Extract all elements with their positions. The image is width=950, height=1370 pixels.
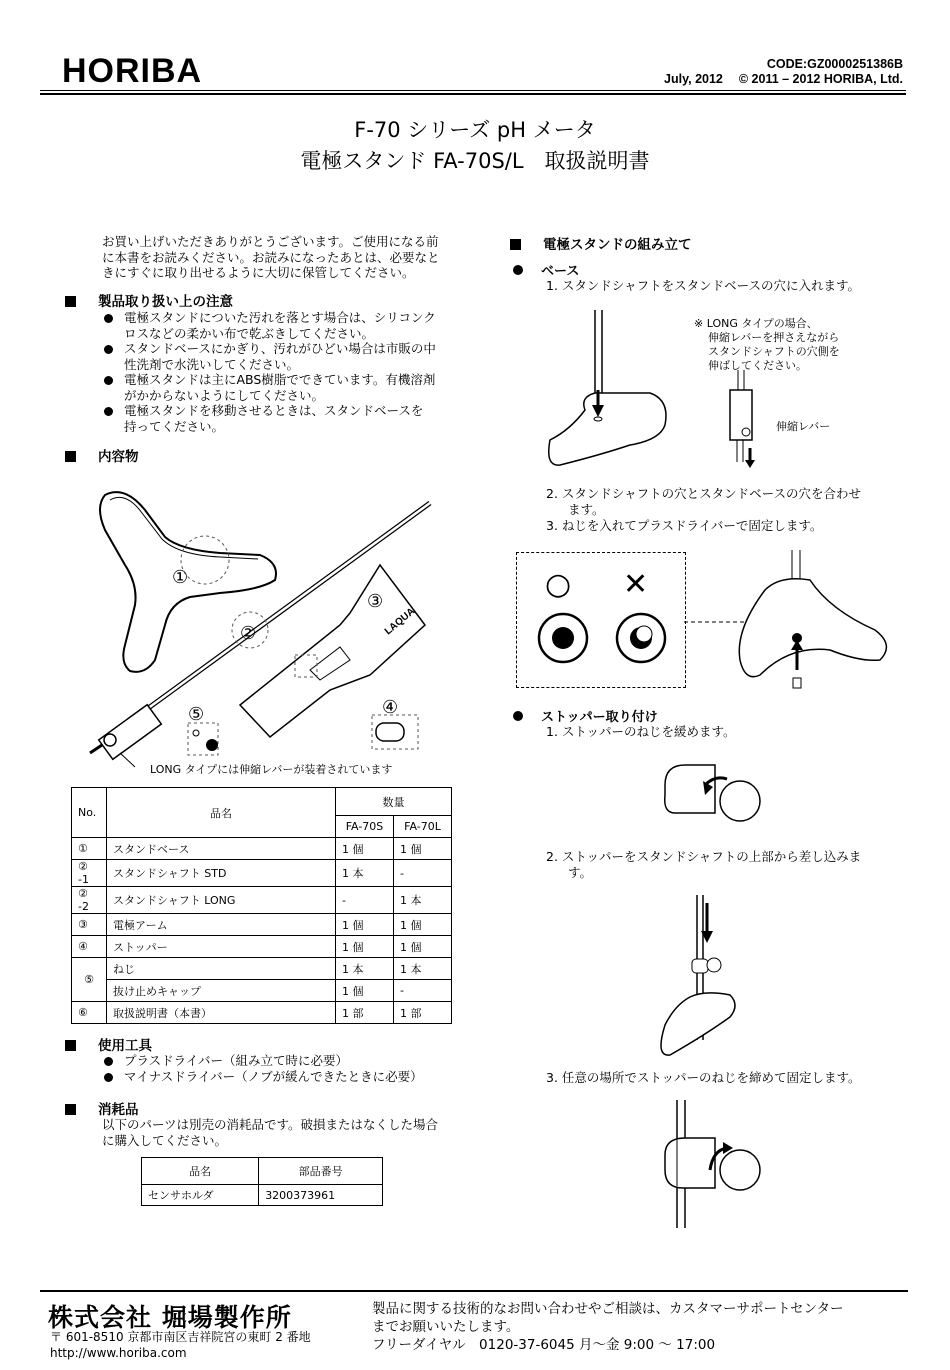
table-row: ② -2 スタンドシャフト LONG - 1 本 bbox=[72, 887, 452, 914]
base-insert-figure bbox=[540, 305, 690, 475]
stopper-tighten-figure bbox=[655, 1100, 775, 1230]
label-1: ① bbox=[172, 567, 189, 588]
list-item: 電極スタンドを移動させるときは、スタンドベースを 持ってください。 bbox=[102, 403, 477, 434]
stopper-loosen-figure bbox=[655, 755, 765, 830]
assembly-heading: 電極スタンドの組み立て bbox=[510, 233, 692, 253]
table-row: センサホルダ 3200373961 bbox=[142, 1185, 383, 1206]
label-3: ③ bbox=[367, 591, 384, 612]
table-row: ① スタンドベース 1 個 1 個 bbox=[72, 838, 452, 860]
parts-table: No. 品名 数量 FA-70S FA-70L ① スタンドベース 1 個 1 個 ② -1 スタンドシャフト STD 1 本 - ② -2 スタンドシャフト LONG - 1 本 ③ 電極アーム 1 個 1 個 ④ ストッパー 1 個 1 個 ⑤ ねじ 1 本 1 本 抜け止めキャップ 1 個 - ⑥ 取扱説明書（本書） 1 部 1 部 bbox=[71, 787, 452, 1024]
company-url[interactable]: http://www.horiba.com bbox=[50, 1346, 187, 1360]
label-2: ② bbox=[240, 623, 257, 644]
list-item: 電極スタンドについた汚れを落とす場合は、シリコンク ロスなどの柔かい布で乾ぶきしてください。 bbox=[102, 310, 477, 341]
base-step-2: 2. スタンドシャフトの穴とスタンドベースの穴を合わせ ます。 bbox=[546, 486, 862, 517]
laqua-brand: LAQUA bbox=[382, 606, 418, 638]
consumables-heading: 消耗品 bbox=[65, 1098, 139, 1118]
support-contact: 製品に関する技術的なお問い合わせやご相談は、カスタマーサポートセンター までお願いいたします。 フリーダイヤル 0120-37-6045 月～金 9:00 ～ 17:00 bbox=[372, 1301, 844, 1353]
stopper-heading: ストッパー取り付け bbox=[513, 706, 658, 725]
consumables-text: 以下のパーツは別売の消耗品です。破損またはなくした場合 に購入してください。 bbox=[102, 1117, 439, 1148]
base-step-3: 3. ねじを入れてプラスドライバーで固定します。 bbox=[546, 518, 823, 533]
table-row: ⑤ ねじ 1 本 1 本 bbox=[72, 958, 452, 980]
stopper-step-1: 1. ストッパーのねじを緩めます。 bbox=[546, 724, 736, 739]
table-row: ② -1 スタンドシャフト STD 1 本 - bbox=[72, 860, 452, 887]
lever-label: 伸縮レバー bbox=[776, 420, 831, 433]
header-rule-thick bbox=[40, 93, 906, 95]
intro-text: お買い上げいただきありがとうございます。ご使用になる前 に本書をお読みください。お読みになったあとは、必要なと きにすぐに取り出せるように大切に保管してください。 bbox=[102, 234, 440, 280]
contents-heading: 内容物 bbox=[65, 445, 139, 465]
long-type-instruction: ※ LONG タイプの場合、 伸縮レバーを押さえながら スタンドシャフトの穴側を 伸ばしてください。 bbox=[694, 317, 840, 372]
table-row: ⑥ 取扱説明書（本書） 1 部 1 部 bbox=[72, 1002, 452, 1024]
tools-list bbox=[102, 1053, 482, 1084]
consumables-table: 品名 部品番号 センサホルダ 3200373961 bbox=[141, 1157, 383, 1206]
header-rule bbox=[40, 90, 906, 91]
list-item: プラスドライバー（組み立て時に必要） bbox=[102, 1053, 482, 1069]
hole-comparison bbox=[530, 610, 680, 670]
long-type-note: LONG タイプには伸縮レバーが装着されています bbox=[150, 763, 393, 776]
table-row: ④ ストッパー 1 個 1 個 bbox=[72, 936, 452, 958]
stopper-step-2: 2. ストッパーをスタンドシャフトの上部から差し込みま す。 bbox=[546, 849, 862, 880]
list-item: マイナスドライバー（ノブが緩んできたときに必要） bbox=[102, 1069, 482, 1085]
precautions-heading: 製品取り扱い上の注意 bbox=[65, 290, 233, 310]
list-item: 電極スタンドは主にABS樹脂でできています。有機溶剤 がかからないようにしてください。 bbox=[102, 372, 477, 403]
company-name: 株式会社 堀場製作所 bbox=[48, 1303, 292, 1332]
table-row: 抜け止めキャップ 1 個 - bbox=[72, 980, 452, 1002]
tools-heading: 使用工具 bbox=[65, 1034, 152, 1054]
label-4: ④ bbox=[382, 697, 399, 718]
footer-rule bbox=[40, 1290, 908, 1292]
stopper-step-3: 3. 任意の場所でストッパーのねじを締めて固定します。 bbox=[546, 1070, 861, 1085]
table-row: ③ 電極アーム 1 個 1 個 bbox=[72, 914, 452, 936]
horiba-logo: HORIBA bbox=[62, 52, 203, 90]
ok-mark: ○ bbox=[545, 567, 572, 602]
ng-mark: ✕ bbox=[623, 567, 649, 602]
date-copyright: July, 2012 © 2011 – 2012 HORIBA, Ltd. bbox=[664, 72, 903, 86]
contents-illustration bbox=[70, 475, 460, 775]
title-line-1: F-70 シリーズ pH メータ bbox=[354, 118, 596, 142]
title-line-2: 電極スタンド FA-70S/L 取扱説明書 bbox=[300, 149, 650, 173]
precautions-list bbox=[102, 310, 477, 434]
base-heading: ベース bbox=[513, 260, 579, 279]
company-address: 〒 601-8510 京都市南区吉祥院宮の東町 2 番地 bbox=[50, 1330, 311, 1344]
screw-fixing-figure bbox=[680, 550, 910, 700]
document-code: CODE:GZ0000251386B bbox=[766, 57, 903, 71]
lever-figure bbox=[720, 370, 780, 470]
base-step-1: 1. スタンドシャフトをスタンドベースの穴に入れます。 bbox=[546, 278, 861, 293]
list-item: スタンドベースにかぎり、汚れがひどい場合は市販の中 性洗剤で水洗いしてください。 bbox=[102, 341, 477, 372]
stopper-insert-figure bbox=[650, 895, 760, 1070]
label-5: ⑤ bbox=[188, 704, 205, 725]
